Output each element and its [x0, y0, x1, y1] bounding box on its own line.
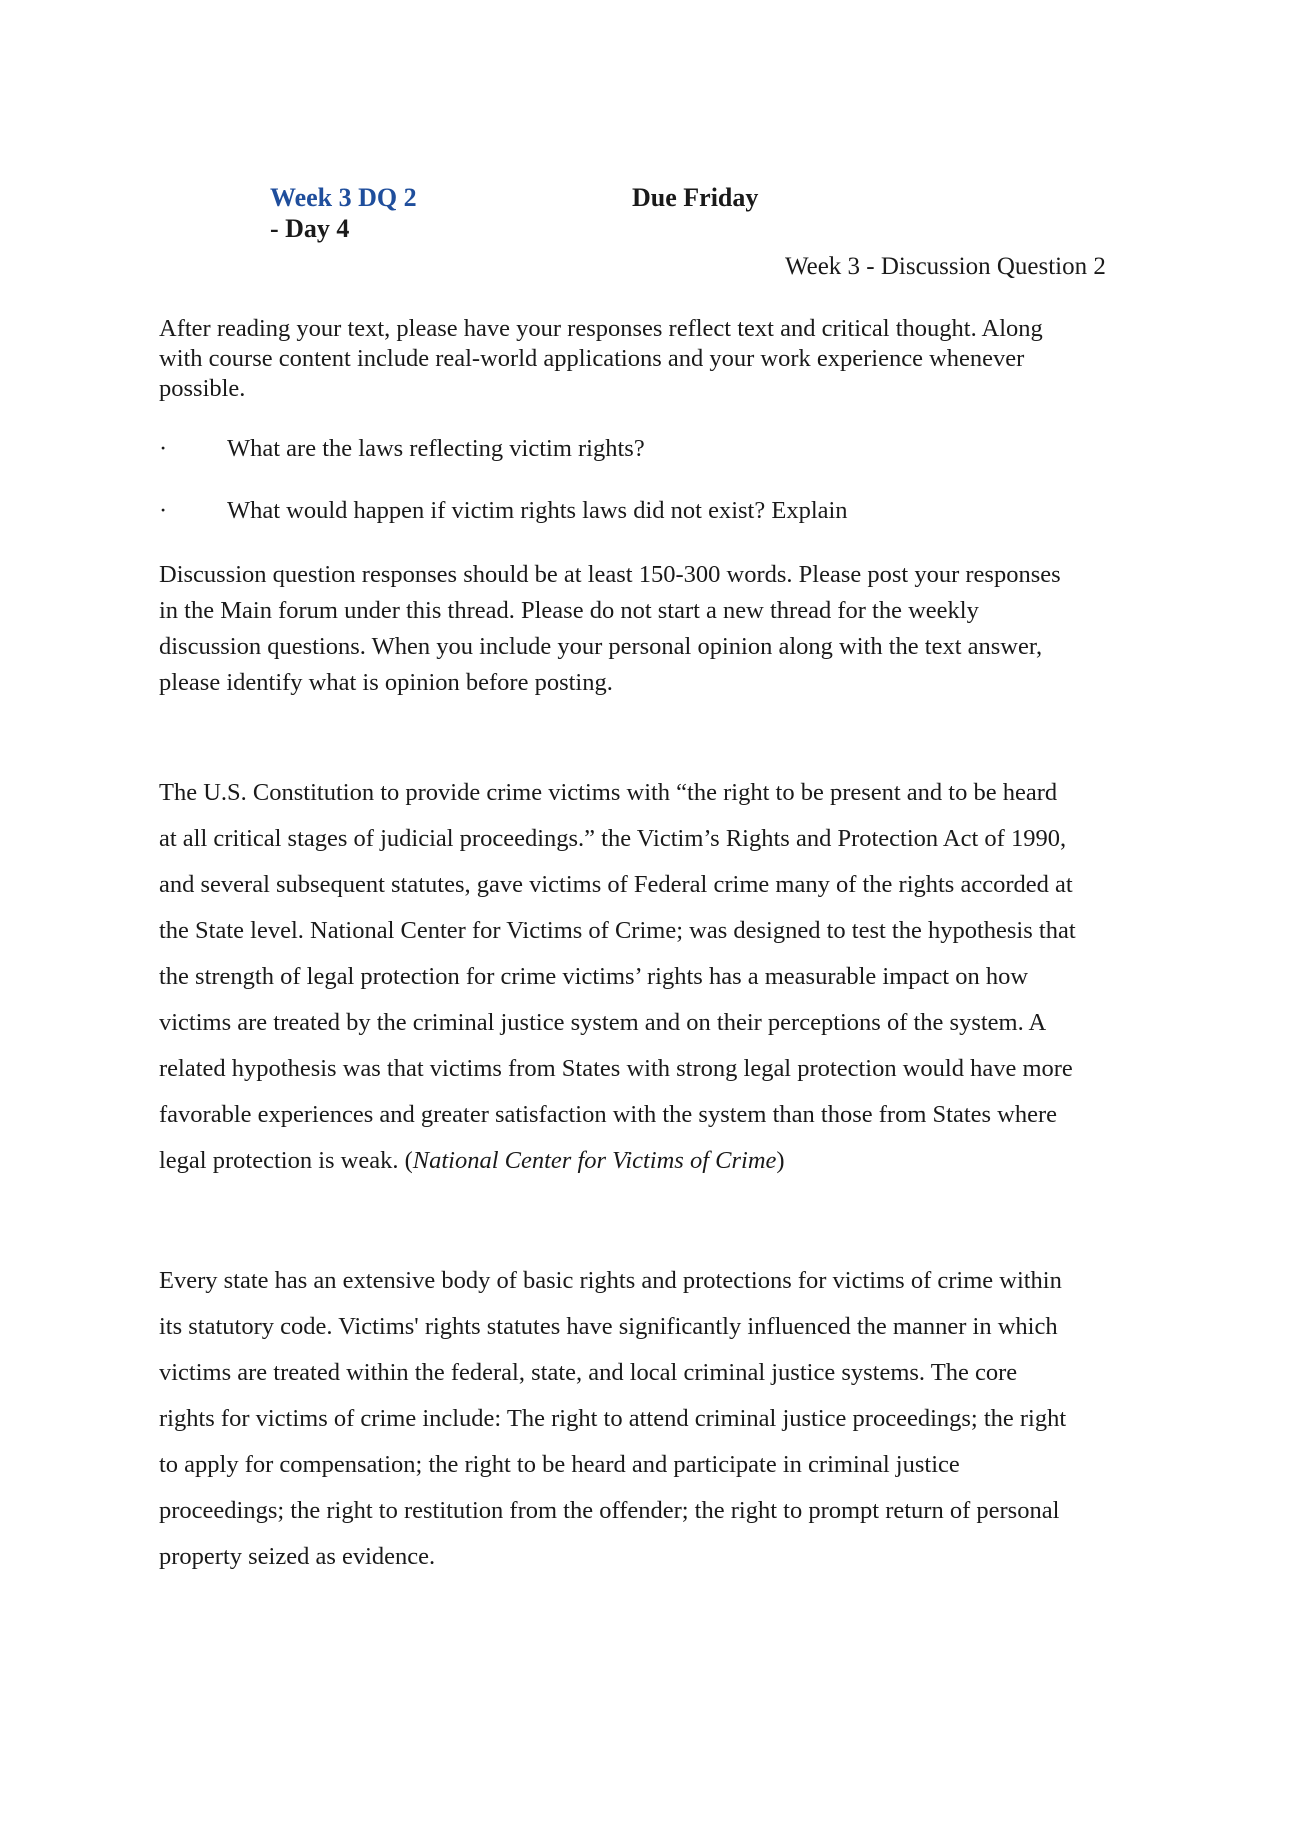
paragraph-line: victims are treated by the criminal justice system and on their perceptions of the system. A	[159, 1009, 1047, 1036]
bullet-text: What would happen if victim rights laws did not exist? Explain	[227, 497, 848, 524]
paragraph-line: victims are treated within the federal, state, and local criminal justice systems. The core	[159, 1359, 1018, 1386]
paragraph-line: Discussion question responses should be at least 150-300 words. Please post your responses	[159, 561, 1061, 588]
paragraph-line: with course content include real-world applications and your work experience whenever	[159, 345, 1025, 372]
paragraph-line: After reading your text, please have your responses reflect text and critical thought. Along	[159, 315, 1043, 342]
paragraph-line: possible.	[159, 375, 246, 402]
paragraph-line: the strength of legal protection for crime victims’ rights has a measurable impact on how	[159, 963, 1029, 990]
paragraph-line-last	[159, 1138, 1159, 1184]
paragraph-line: favorable experiences and greater satisfaction with the system than those from States where	[159, 1101, 1058, 1128]
paragraph-line: in the Main forum under this thread. Please do not start a new thread for the weekly	[159, 597, 979, 624]
paragraph-line: please identify what is opinion before posting.	[159, 669, 613, 696]
intro-paragraph	[159, 314, 1159, 404]
paragraph-line: The U.S. Constitution to provide crime victims with “the right to be present and to be heard	[159, 779, 1058, 806]
answer-paragraph-1	[159, 770, 1159, 1184]
paragraph-line: to apply for compensation; the right to be heard and participate in criminal justice	[159, 1451, 960, 1478]
paragraph-line: discussion questions. When you include your personal opinion along with the text answer,	[159, 633, 1043, 660]
paragraph-line: at all critical stages of judicial proceedings.” the Victim’s Rights and Protection Act of 1990,	[159, 825, 1067, 852]
paragraph-line: Every state has an extensive body of basic rights and protections for victims of crime within	[159, 1267, 1062, 1294]
paragraph-line: rights for victims of crime include: The right to attend criminal justice proceedings; the right	[159, 1405, 1067, 1432]
bullet-marker: ·	[159, 435, 168, 462]
assignment-title: Week 3 DQ 2	[270, 183, 417, 212]
citation-close: )	[776, 1147, 785, 1174]
paragraph-line: proceedings; the right to restitution from the offender; the right to prompt return of personal	[159, 1497, 1060, 1524]
paragraph-line: related hypothesis was that victims from States with strong legal protection would have more	[159, 1055, 1073, 1082]
document-subtitle: Week 3 - Discussion Question 2	[785, 253, 1106, 280]
instructions-paragraph	[159, 557, 1159, 701]
paragraph-line: its statutory code. Victims' rights statutes have significantly influenced the manner in which	[159, 1313, 1058, 1340]
header-left	[270, 182, 417, 244]
paragraph-line: property seized as evidence.	[159, 1543, 436, 1570]
citation: National Center for Victims of Crime	[412, 1147, 777, 1174]
assignment-day: - Day 4	[270, 214, 350, 243]
due-date: Due Friday	[632, 183, 759, 212]
bullet-text: What are the laws reflecting victim rights?	[227, 435, 645, 462]
paragraph-line: the State level. National Center for Victims of Crime; was designed to test the hypothesis that	[159, 917, 1076, 944]
paragraph-line: and several subsequent statutes, gave victims of Federal crime many of the rights accorded at	[159, 871, 1073, 898]
answer-paragraph-2	[159, 1258, 1159, 1580]
line-text: legal protection is weak. (	[159, 1147, 413, 1174]
bullet-marker: ·	[159, 497, 168, 524]
